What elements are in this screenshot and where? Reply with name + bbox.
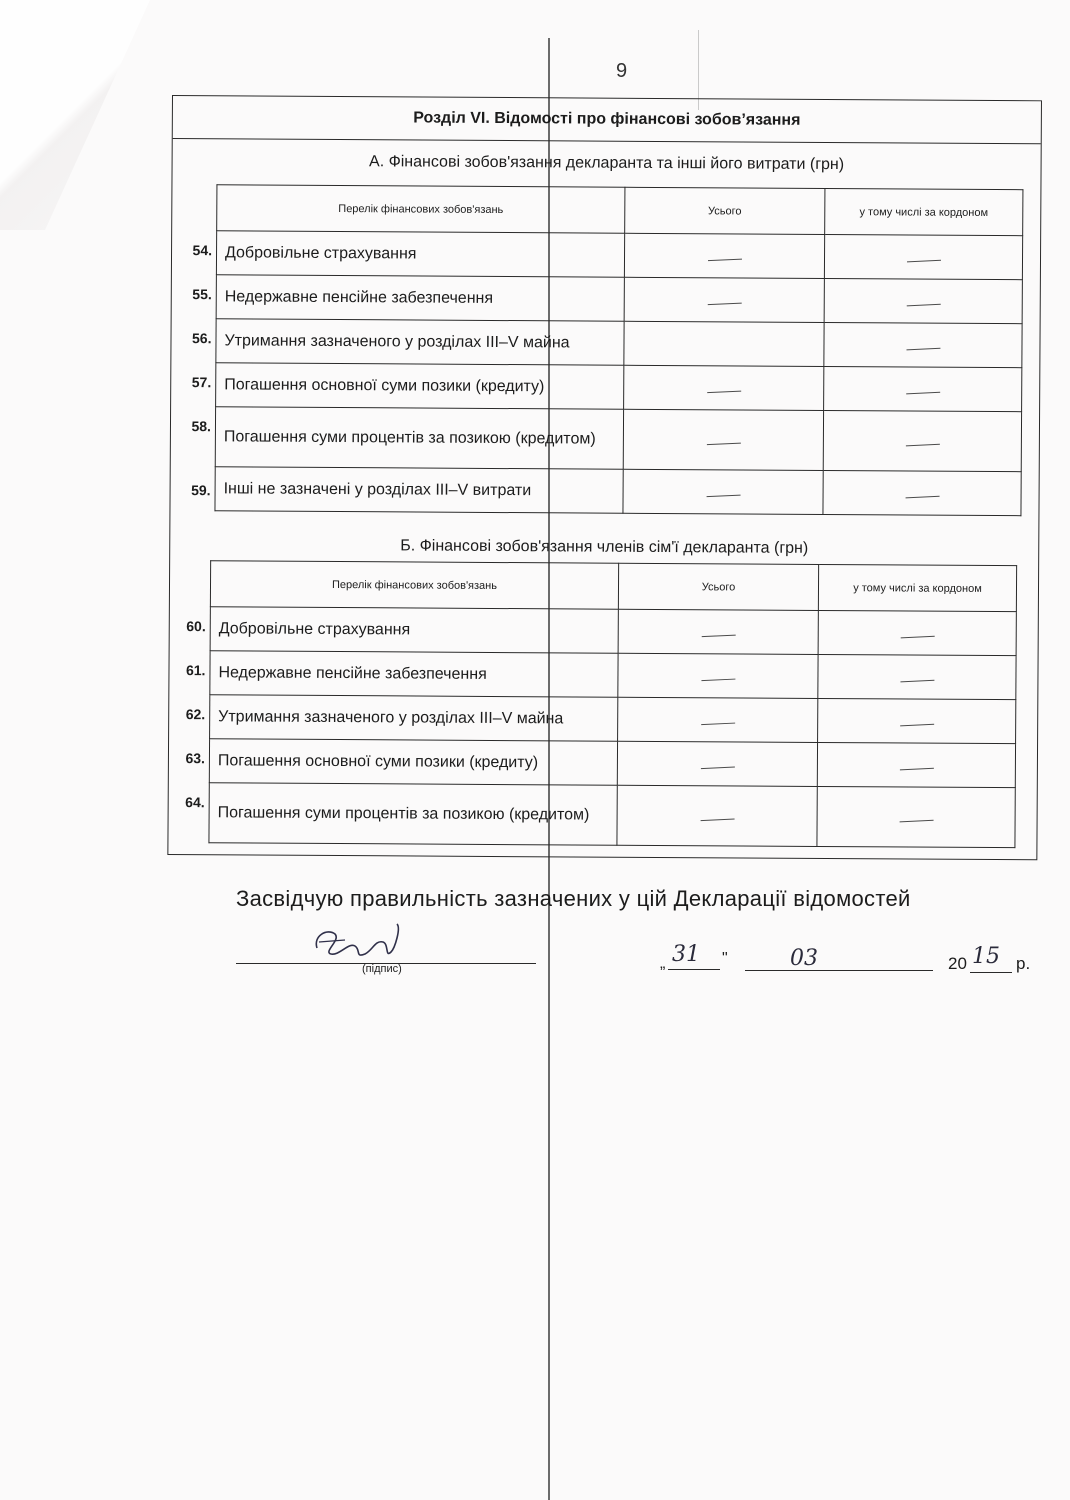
row-label: Утримання зазначеного у розділах III–V майна — [216, 319, 624, 365]
row-total — [623, 469, 823, 514]
date-month: 03 — [790, 946, 818, 971]
date-year-line — [970, 972, 1012, 973]
dash-mark — [899, 767, 933, 770]
dash-mark — [900, 723, 934, 726]
row-abroad — [824, 278, 1022, 323]
table-row — [210, 695, 1016, 744]
row-abroad — [823, 470, 1021, 515]
dash-mark — [900, 635, 934, 638]
row-number: 58. — [191, 418, 212, 435]
dash-mark — [906, 347, 940, 350]
row-number: 60. — [186, 618, 206, 635]
row-label: Погашення основної суми позики (кредиту) — [216, 363, 624, 409]
row-label: Недержавне пенсійне забезпечення — [216, 275, 624, 321]
row-total — [617, 785, 817, 846]
dash-mark — [707, 390, 741, 393]
dash-mark — [700, 818, 734, 821]
table-row — [216, 319, 1022, 368]
dash-mark — [906, 303, 940, 306]
dash-mark — [708, 258, 742, 261]
date-close-quote: " — [722, 950, 728, 967]
section-title: Розділ VI. Відомості про фінансові зобов’язання — [173, 96, 1041, 144]
table-row — [216, 231, 1022, 280]
row-label: Добровільне страхування — [216, 231, 624, 277]
row-total — [618, 653, 818, 698]
row-abroad — [818, 698, 1016, 743]
row-abroad — [824, 322, 1022, 367]
date-open-quote: „ — [660, 955, 666, 972]
paper-corner-shadow — [0, 0, 150, 230]
row-number: 55. — [192, 286, 212, 303]
table-row — [216, 363, 1022, 412]
table-row — [215, 407, 1021, 472]
header-list: Перелік фінансових зобов'язань — [210, 561, 618, 609]
row-number: 56. — [191, 330, 212, 347]
signature-caption: (підпис) — [362, 963, 402, 975]
row-number: 61. — [185, 662, 206, 679]
row-abroad — [824, 234, 1022, 279]
date-month-line — [745, 970, 933, 971]
row-label: Добровільне страхування — [210, 607, 618, 653]
dash-mark — [701, 678, 735, 681]
row-abroad — [823, 410, 1021, 471]
header-abroad: у тому числі за кордоном — [825, 188, 1023, 235]
header-total: Усього — [618, 563, 818, 610]
row-total — [624, 233, 824, 278]
date-year: 15 — [972, 944, 1000, 969]
header-list: Перелік фінансових зобов'язань — [217, 185, 625, 233]
dash-mark — [906, 259, 940, 262]
page-number: 9 — [616, 60, 628, 82]
row-label: Погашення суми процентів за позикою (кредитом) — [215, 407, 623, 469]
dash-mark — [706, 494, 740, 497]
dash-mark — [900, 679, 934, 682]
row-total — [624, 321, 824, 366]
header-abroad: у тому числі за кордоном — [818, 564, 1016, 611]
part-b-title: Б. Фінансові зобов'язання членів сім'ї декларанта (грн) — [400, 537, 809, 557]
row-label: Погашення суми процентів за позикою (кредитом) — [209, 783, 617, 845]
date-year-prefix: 20 — [948, 954, 967, 973]
row-total — [617, 741, 817, 786]
row-label: Утримання зазначеного у розділах III–V майна — [210, 695, 618, 741]
row-label: Інші не зазначені у розділах III–V витрати — [215, 467, 623, 513]
dash-mark — [899, 819, 933, 822]
row-total — [624, 277, 824, 322]
dash-mark — [905, 443, 939, 446]
row-total — [618, 609, 818, 654]
row-total — [623, 409, 823, 470]
row-number: 54. — [192, 242, 213, 259]
row-abroad — [824, 366, 1022, 411]
row-total — [624, 365, 824, 410]
section-vi-block — [167, 95, 1042, 860]
dash-mark — [701, 634, 735, 637]
row-abroad — [817, 786, 1015, 847]
row-number: 63. — [185, 750, 205, 767]
table-row — [210, 607, 1016, 656]
table-row — [216, 275, 1022, 324]
part-b-table — [208, 560, 1017, 848]
row-number: 62. — [185, 706, 206, 723]
row-abroad — [818, 610, 1016, 655]
table-row — [209, 739, 1015, 788]
attestation-text: Засвідчую правильність зазначених у цій Декларації відомостей — [236, 886, 911, 911]
date-day-line — [668, 969, 720, 970]
dash-mark — [906, 391, 940, 394]
table-row — [210, 651, 1016, 700]
dash-mark — [905, 495, 939, 498]
row-abroad — [818, 654, 1016, 699]
dash-mark — [707, 302, 741, 305]
row-label: Погашення основної суми позики (кредиту) — [209, 739, 617, 785]
header-total: Усього — [625, 187, 825, 234]
row-number: 57. — [191, 374, 212, 391]
dash-mark — [701, 722, 735, 725]
row-label: Недержавне пенсійне забезпечення — [210, 651, 618, 697]
row-number: 59. — [191, 482, 211, 499]
part-a-title: А. Фінансові зобов'язання декларанта та інші його витрати (грн) — [368, 153, 845, 174]
date-day: 31 — [672, 942, 700, 967]
row-total — [618, 697, 818, 742]
part-a-table — [214, 184, 1023, 516]
dash-mark — [706, 442, 740, 445]
table-row — [215, 467, 1021, 516]
row-abroad — [817, 742, 1015, 787]
signature-mark — [305, 918, 405, 968]
dash-mark — [700, 766, 734, 769]
date-suffix: р. — [1016, 954, 1031, 973]
table-row — [209, 783, 1015, 848]
row-number: 64. — [185, 794, 205, 811]
